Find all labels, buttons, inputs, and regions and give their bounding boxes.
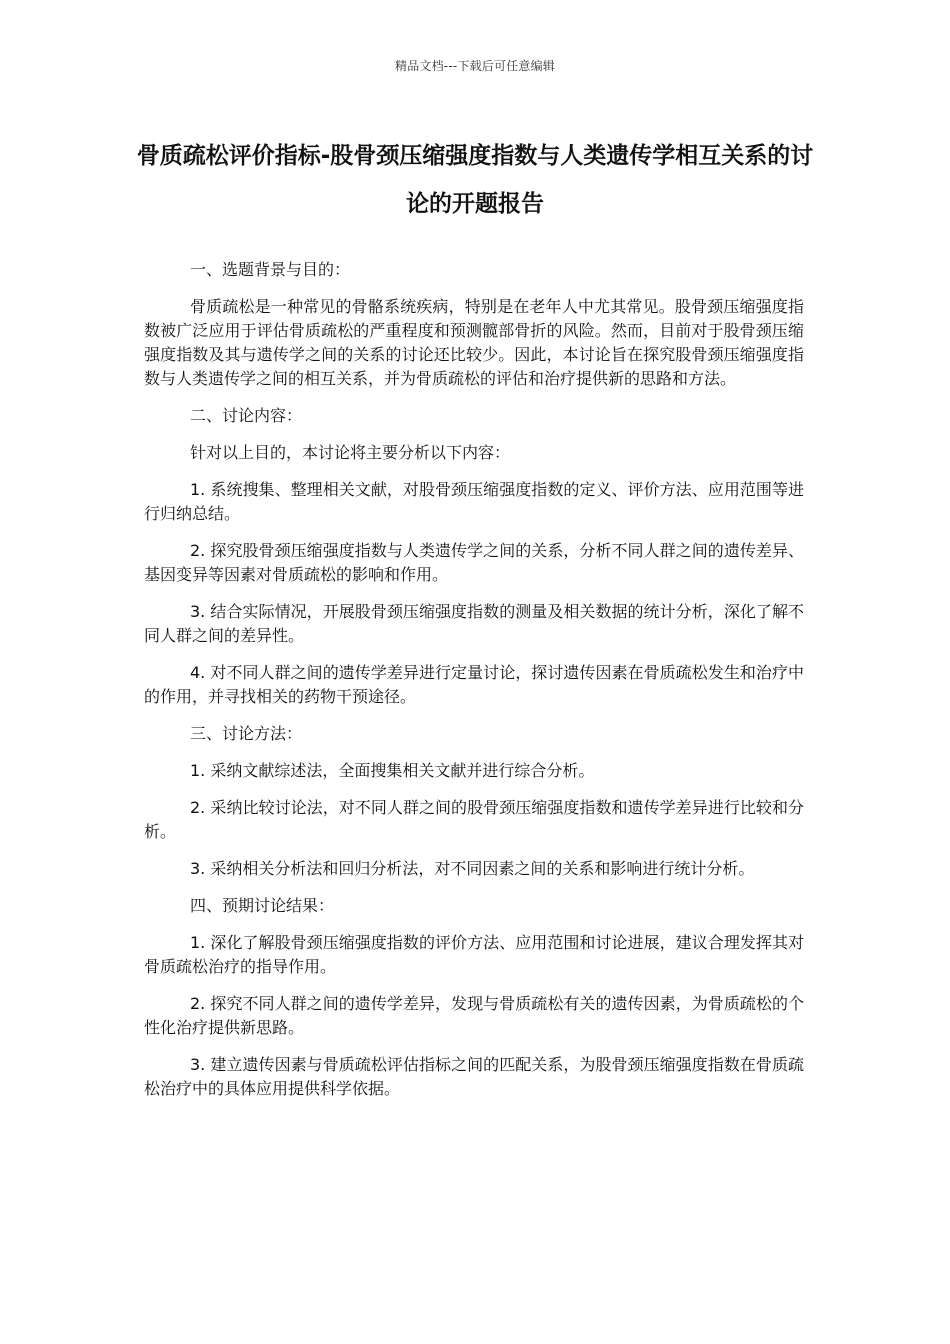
result-item-2: 2. 探究不同人群之间的遗传学差异，发现与骨质疏松有关的遗传因素，为骨质疏松的个性化治疗提供新思路。 (144, 994, 804, 1037)
method-item-1: 1. 采纳文献综述法，全面搜集相关文献并进行综合分析。 (190, 761, 595, 780)
content-intro: 针对以上目的，本讨论将主要分析以下内容： (190, 443, 511, 462)
content-item-3: 3. 结合实际情况，开展股骨颈压缩强度指数的测量及相关数据的统计分析，深化了解不同人群之间的差异性。 (144, 602, 804, 645)
section-heading-background: 一、选题背景与目的： (190, 260, 351, 279)
content-item-2: 2. 探究股骨颈压缩强度指数与人类遗传学之间的关系，分析不同人群之间的遗传差异、基因变异等因素对骨质疏松的影响和作用。 (144, 541, 804, 584)
result-item-3: 3. 建立遗传因素与骨质疏松评估指标之间的匹配关系，为股骨颈压缩强度指数在骨质疏松治疗中的具体应用提供科学依据。 (144, 1055, 804, 1098)
content-item-1: 1. 系统搜集、整理相关文献，对股骨颈压缩强度指数的定义、评价方法、应用范围等进行归纳总结。 (144, 480, 804, 523)
document-title: 骨质疏松评价指标-股骨颈压缩强度指数与人类遗传学相互关系的讨论的开题报告 (136, 143, 814, 217)
method-item-2: 2. 采纳比较讨论法，对不同人群之间的股骨颈压缩强度指数和遗传学差异进行比较和分析。 (144, 798, 804, 841)
section-heading-methods: 三、讨论方法： (190, 724, 303, 743)
header-note: 精品文档---下载后可任意编辑 (395, 59, 555, 73)
document-body (144, 258, 804, 1114)
background-paragraph: 骨质疏松是一种常见的骨骼系统疾病，特别是在老年人中尤其常见。股骨颈压缩强度指数被广泛应用于评估骨质疏松的严重程度和预测髋部骨折的风险。然而，目前对于股骨颈压缩强度指数及其与遗传学之间的关系的讨论还比较少。因此，本讨论旨在探究股骨颈压缩强度指数与人类遗传学之间的相互关系，并为骨质疏松的评估和治疗提供新的思路和方法。 (144, 297, 804, 388)
result-item-1: 1. 深化了解股骨颈压缩强度指数的评价方法、应用范围和讨论进展，建议合理发挥其对骨质疏松治疗的指导作用。 (144, 933, 804, 976)
method-item-3: 3. 采纳相关分析法和回归分析法，对不同因素之间的关系和影响进行统计分析。 (190, 859, 755, 878)
content-item-4: 4. 对不同人群之间的遗传学差异进行定量讨论，探讨遗传因素在骨质疏松发生和治疗中的作用，并寻找相关的药物干预途径。 (144, 663, 804, 706)
section-heading-content: 二、讨论内容： (190, 406, 303, 425)
section-heading-results: 四、预期讨论结果： (190, 896, 335, 915)
